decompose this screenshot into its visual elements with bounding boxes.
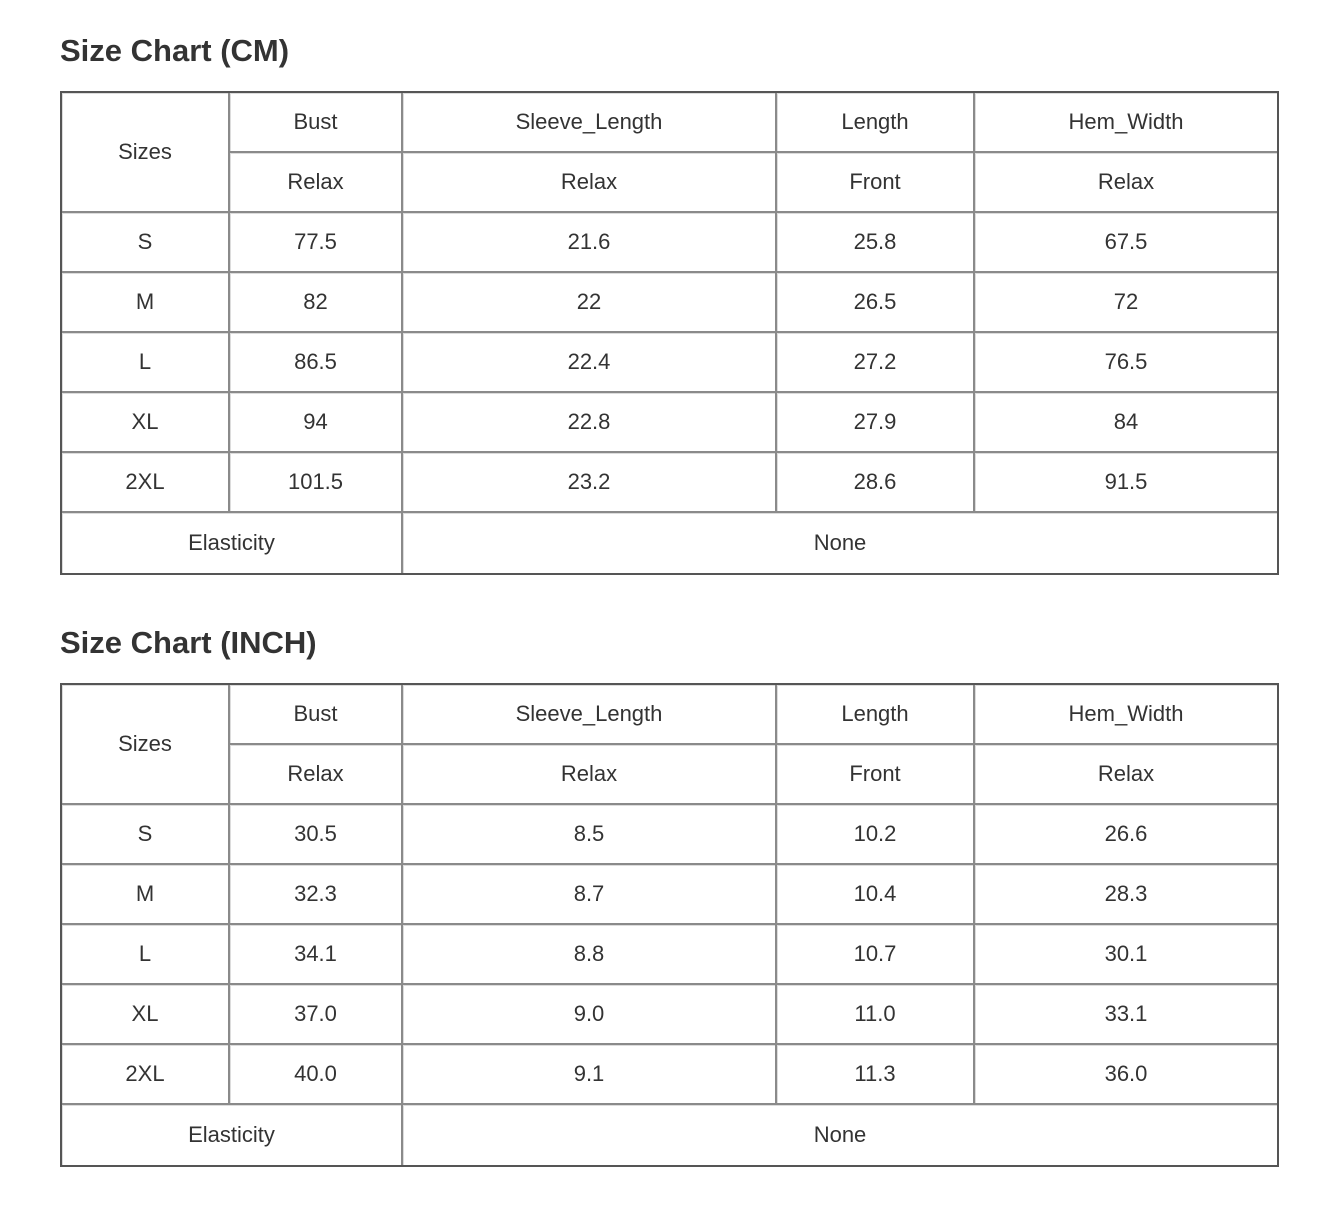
hem-width-cell: 30.1 [975,925,1277,985]
sleeve-length-cell: 8.7 [403,865,777,925]
subheader-row [62,745,1277,805]
column-header-length: Length [777,93,975,153]
sleeve-length-cell: 22.8 [403,393,777,453]
hem-width-cell: 84 [975,393,1277,453]
subheader-bust: Relax [230,745,403,805]
elasticity-row [62,1105,1277,1165]
size-cell: 2XL [62,453,230,513]
hem-width-cell: 91.5 [975,453,1277,513]
length-cell: 28.6 [777,453,975,513]
size-cell: M [62,865,230,925]
size-cell: 2XL [62,1045,230,1105]
bust-cell: 37.0 [230,985,403,1045]
column-header-length: Length [777,685,975,745]
size-cell: L [62,925,230,985]
column-header-sleeve-length: Sleeve_Length [403,685,777,745]
table-row [62,333,1277,393]
bust-cell: 77.5 [230,213,403,273]
length-cell: 27.9 [777,393,975,453]
sleeve-length-cell: 8.5 [403,805,777,865]
size-cell: XL [62,985,230,1045]
length-cell: 25.8 [777,213,975,273]
subheader-sleeve-length: Relax [403,745,777,805]
size-cell: L [62,333,230,393]
hem-width-cell: 67.5 [975,213,1277,273]
length-cell: 26.5 [777,273,975,333]
bust-cell: 86.5 [230,333,403,393]
sleeve-length-cell: 22.4 [403,333,777,393]
hem-width-cell: 72 [975,273,1277,333]
table-row [62,273,1277,333]
length-cell: 10.7 [777,925,975,985]
table-row [62,925,1277,985]
length-cell: 10.2 [777,805,975,865]
hem-width-cell: 28.3 [975,865,1277,925]
bust-cell: 32.3 [230,865,403,925]
table-row [62,985,1277,1045]
subheader-length: Front [777,153,975,213]
subheader-row [62,153,1277,213]
sleeve-length-cell: 9.1 [403,1045,777,1105]
size-cell: S [62,805,230,865]
length-cell: 11.3 [777,1045,975,1105]
header-row [62,685,1277,745]
length-cell: 11.0 [777,985,975,1045]
sleeve-length-cell: 21.6 [403,213,777,273]
sleeve-length-cell: 9.0 [403,985,777,1045]
header-row [62,93,1277,153]
sizes-header: Sizes [62,93,230,213]
bust-cell: 82 [230,273,403,333]
bust-cell: 101.5 [230,453,403,513]
size-cell: S [62,213,230,273]
size-chart-inch-table [60,683,1279,1167]
size-chart-cm-title: Size Chart (CM) [60,33,290,68]
column-header-bust: Bust [230,93,403,153]
hem-width-cell: 36.0 [975,1045,1277,1105]
table-row [62,213,1277,273]
subheader-hem-width: Relax [975,153,1277,213]
hem-width-cell: 26.6 [975,805,1277,865]
table-row [62,453,1277,513]
table-row [62,805,1277,865]
elasticity-label: Elasticity [62,1105,403,1165]
hem-width-cell: 33.1 [975,985,1277,1045]
length-cell: 10.4 [777,865,975,925]
elasticity-row [62,513,1277,573]
hem-width-cell: 76.5 [975,333,1277,393]
bust-cell: 94 [230,393,403,453]
size-cell: M [62,273,230,333]
subheader-bust: Relax [230,153,403,213]
size-chart-inch-title: Size Chart (INCH) [60,625,317,660]
sleeve-length-cell: 23.2 [403,453,777,513]
bust-cell: 40.0 [230,1045,403,1105]
size-chart-cm-table [60,91,1279,575]
sleeve-length-cell: 8.8 [403,925,777,985]
size-cell: XL [62,393,230,453]
elasticity-value: None [403,513,1277,573]
sizes-header: Sizes [62,685,230,805]
bust-cell: 34.1 [230,925,403,985]
bust-cell: 30.5 [230,805,403,865]
sleeve-length-cell: 22 [403,273,777,333]
table-row [62,1045,1277,1105]
subheader-length: Front [777,745,975,805]
elasticity-label: Elasticity [62,513,403,573]
column-header-sleeve-length: Sleeve_Length [403,93,777,153]
subheader-sleeve-length: Relax [403,153,777,213]
table-row [62,865,1277,925]
length-cell: 27.2 [777,333,975,393]
column-header-hem-width: Hem_Width [975,93,1277,153]
elasticity-value: None [403,1105,1277,1165]
column-header-bust: Bust [230,685,403,745]
table-row [62,393,1277,453]
subheader-hem-width: Relax [975,745,1277,805]
column-header-hem-width: Hem_Width [975,685,1277,745]
